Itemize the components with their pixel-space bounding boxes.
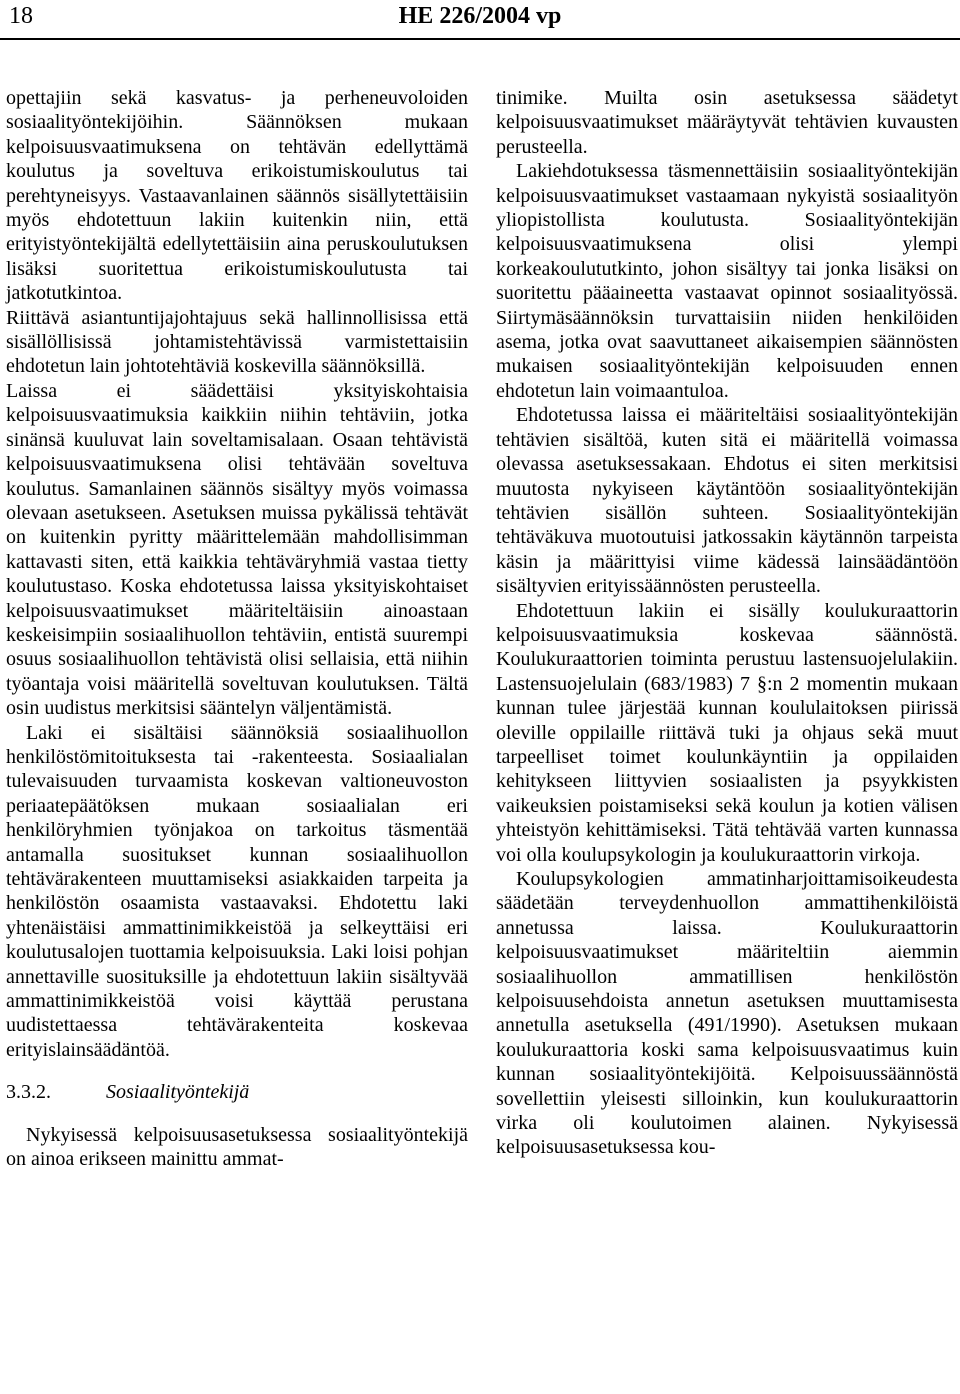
section-title: Sosiaalityöntekijä [106,1081,250,1104]
paragraph: Lakiehdotuksessa täsmennettäisiin sosiaalityöntekijän kelpoisuusvaatimukset vastaamaan nykyistä sosiaalityön yliopistollista koulutusta. Sosiaalityöntekijän kelpoisuusvaatimuksena olisi ylempi korkeakoulututkinto, johon sisältyy tai jonka lisäksi on suoritettu pääaineetta vastaavat opinnot sosiaalityössä. Siirtymäsäännöksin turvattaisiin niiden henkilöiden asema, jotka ovat saavuttaneet aikaisempien säännösten mukaisen sosiaalityöntekijän kelpoisuuden ennen ehdotetun lain voimaantuloa. [496,160,958,402]
page-number: 18 [9,3,33,29]
right-column [496,86,958,1160]
paragraph: Ehdotettuun lakiin ei sisälly koulukuraattorin kelpoisuusvaatimuksia koskevaa säännöstä. Koulukuraattorien toiminta perustuu lastensuojelulakiin. Lastensuojelulain (683/1983) 7 §:n 2 momentin mukaan kunnan tulee järjestää kunnan koululaitoksen piirissä oleville oppilaille riittävä tuki ja ohjaus sekä muut tarpeelliset toimet koulunkäyntiin ja oppilaiden kehitykseen liittyvien sosiaalisten ja psyykkisten vaikeuksien poistamiseksi sekä koulun ja kotien välisen yhteistyön kehittämiseksi. Tätä tehtävää varten kunnassa voi olla koulupsykologin ja koulukuraattorin virkoja. [496,599,958,866]
paragraph: Koulupsykologien ammatinharjoittamisoikeudesta säädetään terveydenhuollon ammattihenkilöistä annetussa laissa. Koulukuraattorin kelpoisuusvaatimukset määriteltiin aiemmin sosiaalihuollon ammatillisen henkilöstön kelpoisuusehdoista annetun asetuksen muuttamisesta annetulla asetuksella (491/1990). Asetuksen mukaan koulukuraattoria koski sama kelpoisuusvaatimus kuin kunnan sosiaalityöntekijöitä. Kelpoisuussäännöstä sovellettiin yleisesti silloinkin, kun koulukuraattorin virka oli koulutoimen alainen. Nykyisessä kelpoisuusasetuksessa kou- [496,868,958,1159]
header-rule [0,38,960,40]
section-heading [6,1080,468,1104]
document-id: HE 226/2004 vp [398,3,562,29]
page-header [0,0,960,40]
paragraph: tinimike. Muilta osin asetuksessa säädetyt kelpoisuusvaatimukset määräytyvät tehtävien kuvausten perusteella. [496,87,958,158]
paragraph: Riittävä asiantuntijajohtajuus sekä hallinnollisissa että sisällöllisissä johtamistehtävissä varmistettaisiin ehdotetun lain johtotehtäviä koskevilla säännöksillä. [6,306,468,378]
paragraph: opettajiin sekä kasvatus- ja perheneuvoloiden sosiaalityöntekijöihin. Säännöksen mukaan kelpoisuusvaatimuksena on tehtävän edellyttämä koulutus ja soveltuva erikoistumiskoulutus tai perehtyneisyys. Vastaavanlainen säännös sisällytettäisiin myös ehdotettuun lakiin kuitenkin niin, että erityistyöntekijältä edellytettäisiin aina peruskoulutuksen lisäksi suoritettua erikoistumiskoulutusta tai jatkotutkintoa. [6,87,468,305]
section-number: 3.3.2. [6,1081,51,1104]
left-column [6,86,468,1171]
paragraph: Ehdotetussa laissa ei määriteltäisi sosiaalityöntekijän tehtävien sisältöä, kuten sitä ei määritellä voimassa olevassa asetuksessakaan. Ehdotus ei siten merkitsisi muutosta nykyiseen käytäntöön sosiaalityöntekijän tehtävien sisällön suhteen. Sosiaalityöntekijän tehtäväkuva muotoutuisi jatkossakin käytännön tarpeista käsin ja määrittyisi viime kädessä lainsäädäntöön sisältyvien erityissäännösten perusteella. [496,404,958,598]
paragraph: Laki ei sisältäisi säännöksiä sosiaalihuollon henkilöstömitoituksesta tai -rakenteesta. Sosiaalialan tulevaisuuden turvaamista koskevan valtioneuvoston periaatepäätöksen mukaan sosiaalialan eri henkilöryhmien työnjakoa on tarkoitus täsmentää antamalla suositukset kunnan sosiaalihuollon tehtävärakenteen muuttamiseksi asiakkaiden tarpeita ja henkilöstön osaamista vastaavaksi. Ehdotettu laki yhtenäistäisi ammattinimikkeistöä ja selkeyttäisi eri koulutusalojen tuottamia kelpoisuuksia. Laki loisi pohjan annettaville suosituksille ja ehdotettuun lakiin sisältyvää ammattinimikkeistöä voisi käyttää perustana uudistettaessa tehtävärakenteita koskevaa erityislainsäädäntöä. [6,721,468,1061]
paragraph: Laissa ei säädettäisi yksityiskohtaisia kelpoisuusvaatimuksia kaikkiin niihin tehtäviin, jotka sinänsä kuuluvat lain soveltamisalaan. Osaan tehtävistä kelpoisuusvaatimuksena olisi tehtävään soveltuva koulutus. Samanlainen säännös sisältyy myös voimassa olevaan asetukseen. Asetuksen muissa pykälissä tehtävät on kuitenkin pyritty määrittelemään mahdollisimman kattavasti siten, että kaikkia tehtäväryhmiä vastaa tietty koulutustaso. Koska ehdotetussa laissa yksityiskohtaiset kelpoisuusvaatimukset määriteltäisiin ainoastaan keskeisimpiin sosiaalihuollon tehtäviin, entistä suurempi osuus sosiaalihuollon tehtävistä olisi sellaisia, että niihin työantaja voisi määritellä soveltuvan koulutuksen. Tältä osin uudistus merkitsisi sääntelyn väljentämistä. [6,379,468,720]
paragraph: Nykyisessä kelpoisuusasetuksessa sosiaalityöntekijä on ainoa erikseen mainittu ammat- [6,1123,468,1171]
